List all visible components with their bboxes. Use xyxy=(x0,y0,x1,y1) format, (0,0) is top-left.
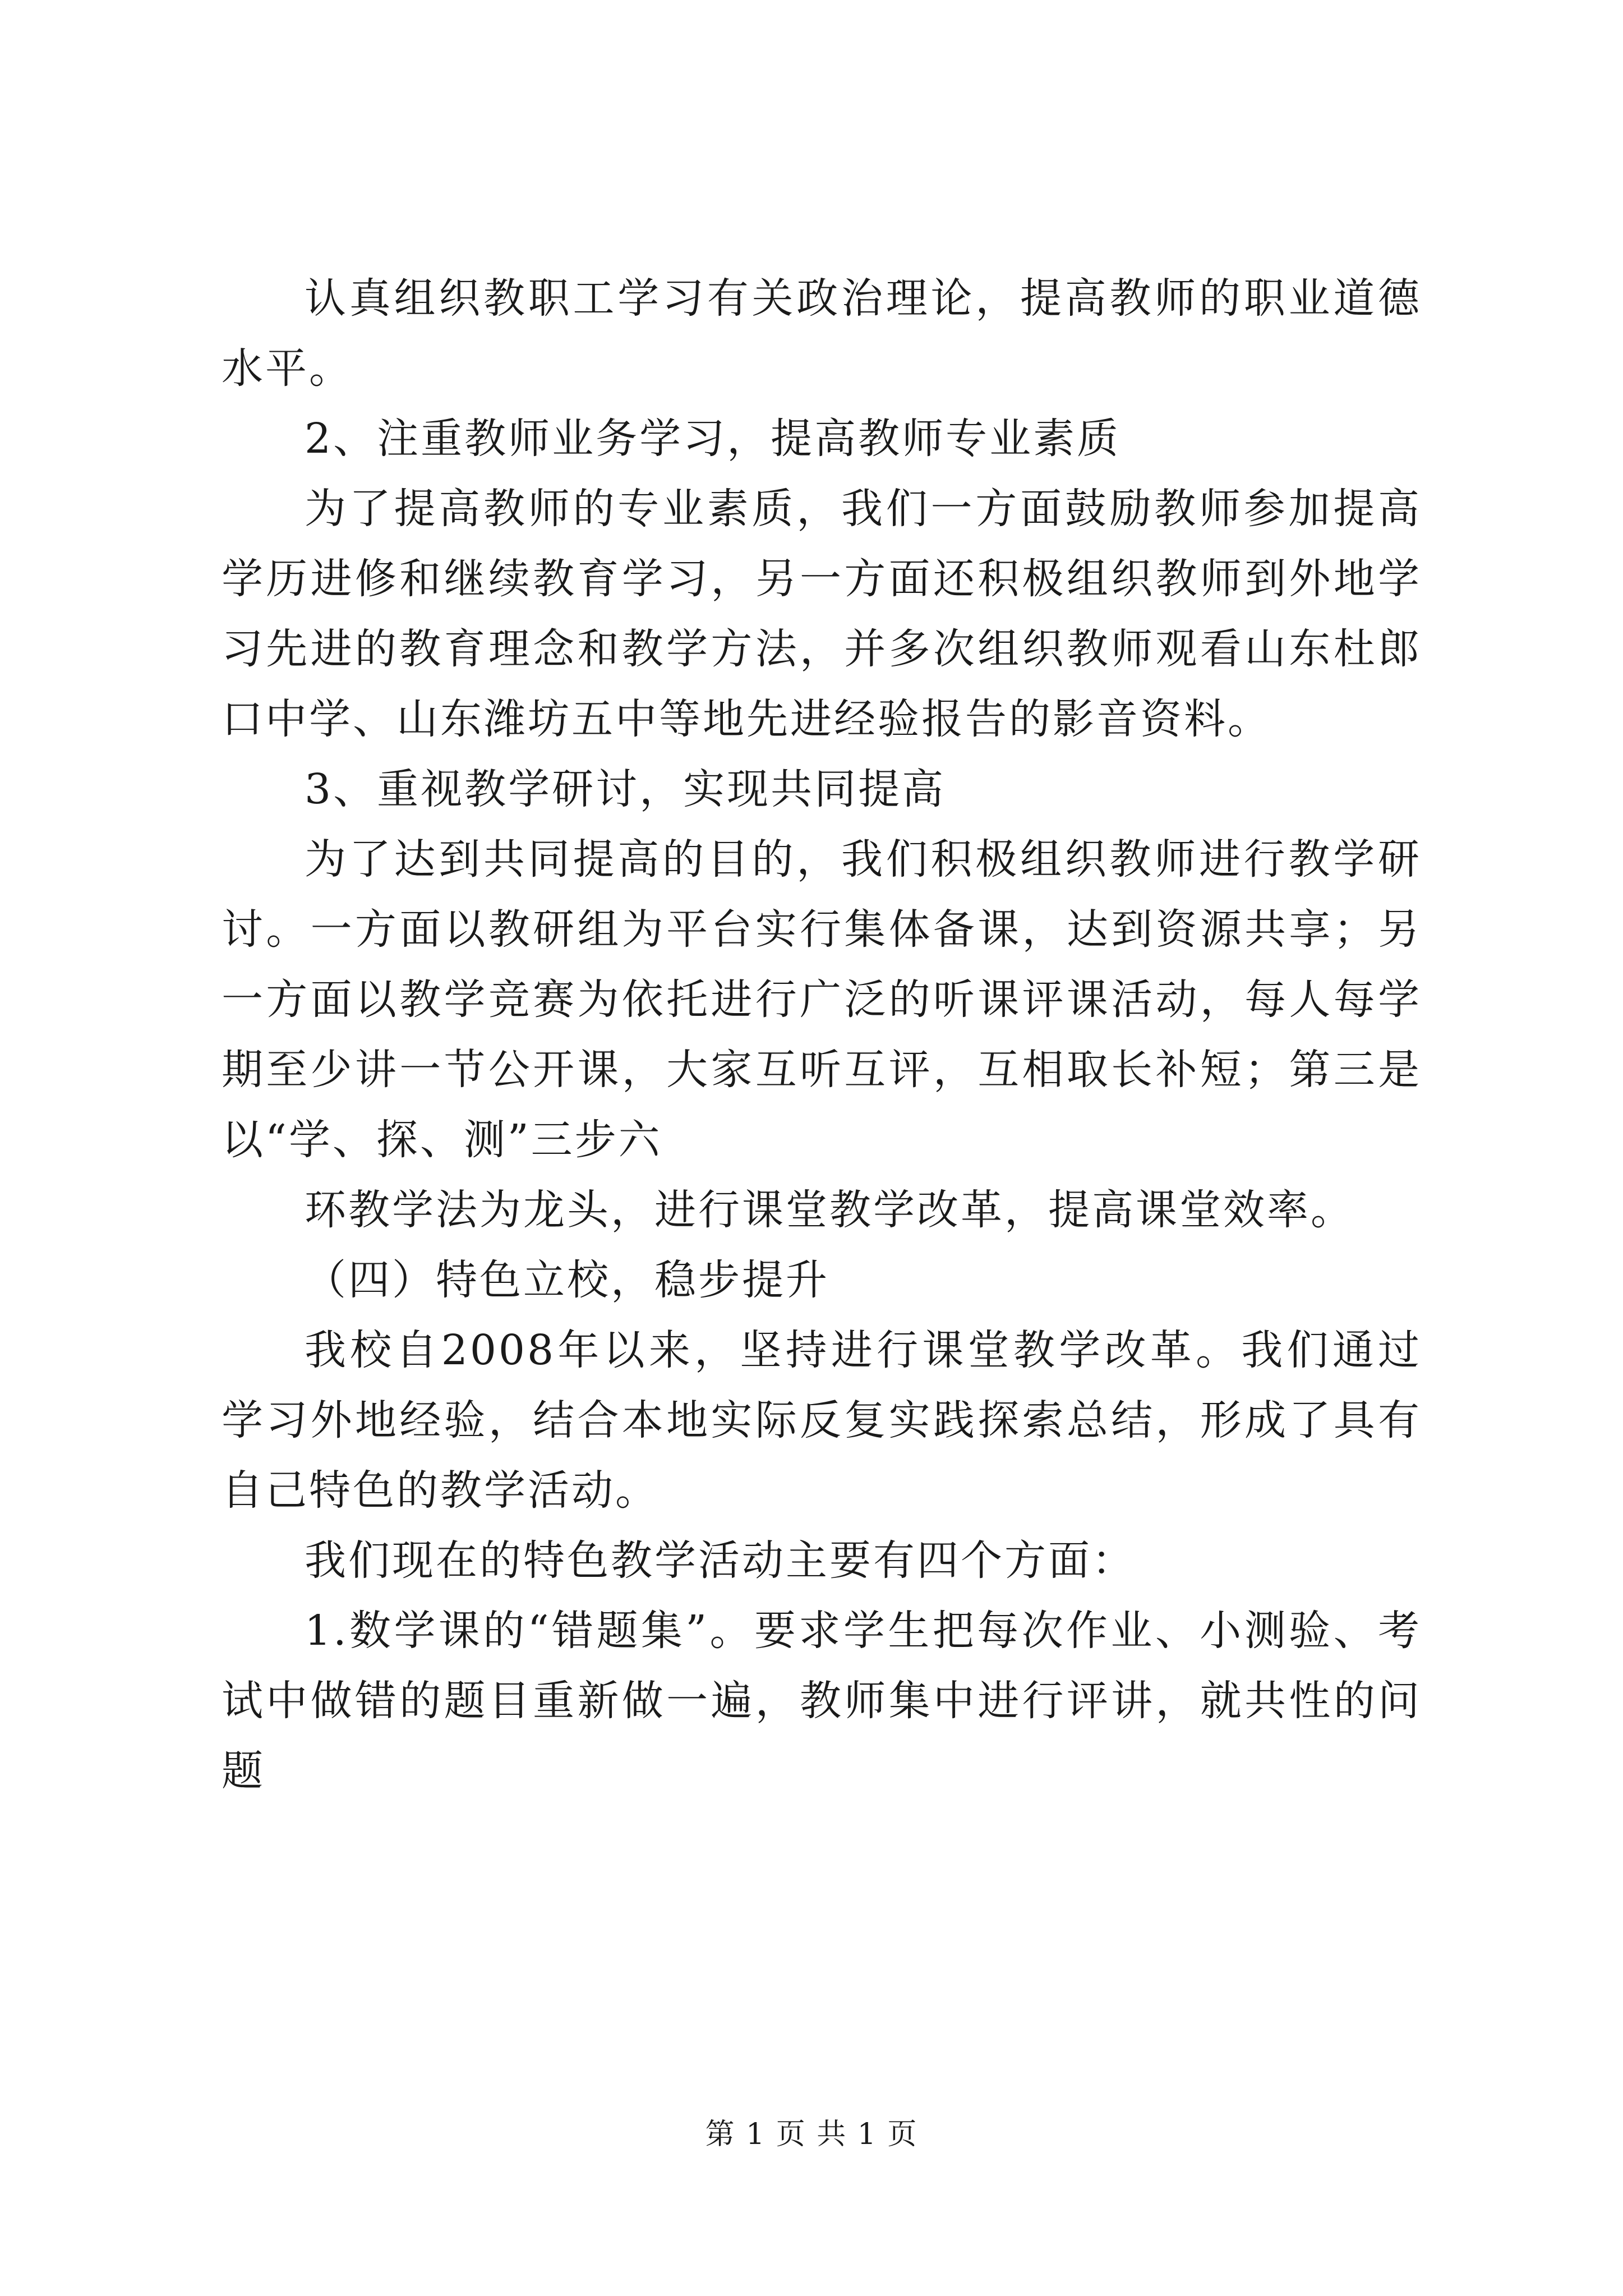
heading-professional-study: 2、注重教师业务学习，提高教师专业素质 xyxy=(305,415,1121,463)
paragraph-classroom-reform: 我校自2008年以来，坚持进行课堂教学改革。我们通过学习外地经验，结合本地实际反复实践探索总结，形成了具有自己特色的教学活动。 xyxy=(222,1326,1422,1515)
page-footer: 第 1 页 共 1 页 xyxy=(705,2118,918,2151)
heading-teaching-research: 3、重视教学研讨，实现共同提高 xyxy=(305,765,946,813)
paragraph-teaching-reform: 环教学法为龙头，进行课堂教学改革，提高课堂效率。 xyxy=(305,1186,1354,1234)
heading-featured-school: （四）特色立校，稳步提升 xyxy=(305,1256,829,1304)
paragraph-error-collection: 1.数学课的“错题集”。要求学生把每次作业、小测验、考试中做错的题目重新做一遍，教师集中进行评讲，就共性的问题 xyxy=(222,1607,1422,1795)
paragraph-teaching-research: 为了达到共同提高的目的，我们积极组织教师进行教学研讨。一方面以教研组为平台实行集体备课，达到资源共享；另一方面以教学竞赛为依托进行广泛的听课评课活动，每人每学期至少讲一节公开课，大家互听互评，互相取长补短；第三是以“学、探、测”三步六 xyxy=(222,835,1422,1164)
paragraph-four-aspects: 我们现在的特色教学活动主要有四个方面： xyxy=(305,1536,1136,1585)
document-body xyxy=(222,264,1422,1806)
paragraph-political-study: 认真组织教职工学习有关政治理论，提高教师的职业道德水平。 xyxy=(222,274,1422,393)
paragraph-professional-quality: 为了提高教师的专业素质，我们一方面鼓励教师参加提高学历进修和继续教育学习，另一方面还积极组织教师到外地学习先进的教育理念和教学方法，并多次组织教师观看山东杜郎口中学、山东潍坊五中等地先进经验报告的影音资料。 xyxy=(222,485,1422,743)
